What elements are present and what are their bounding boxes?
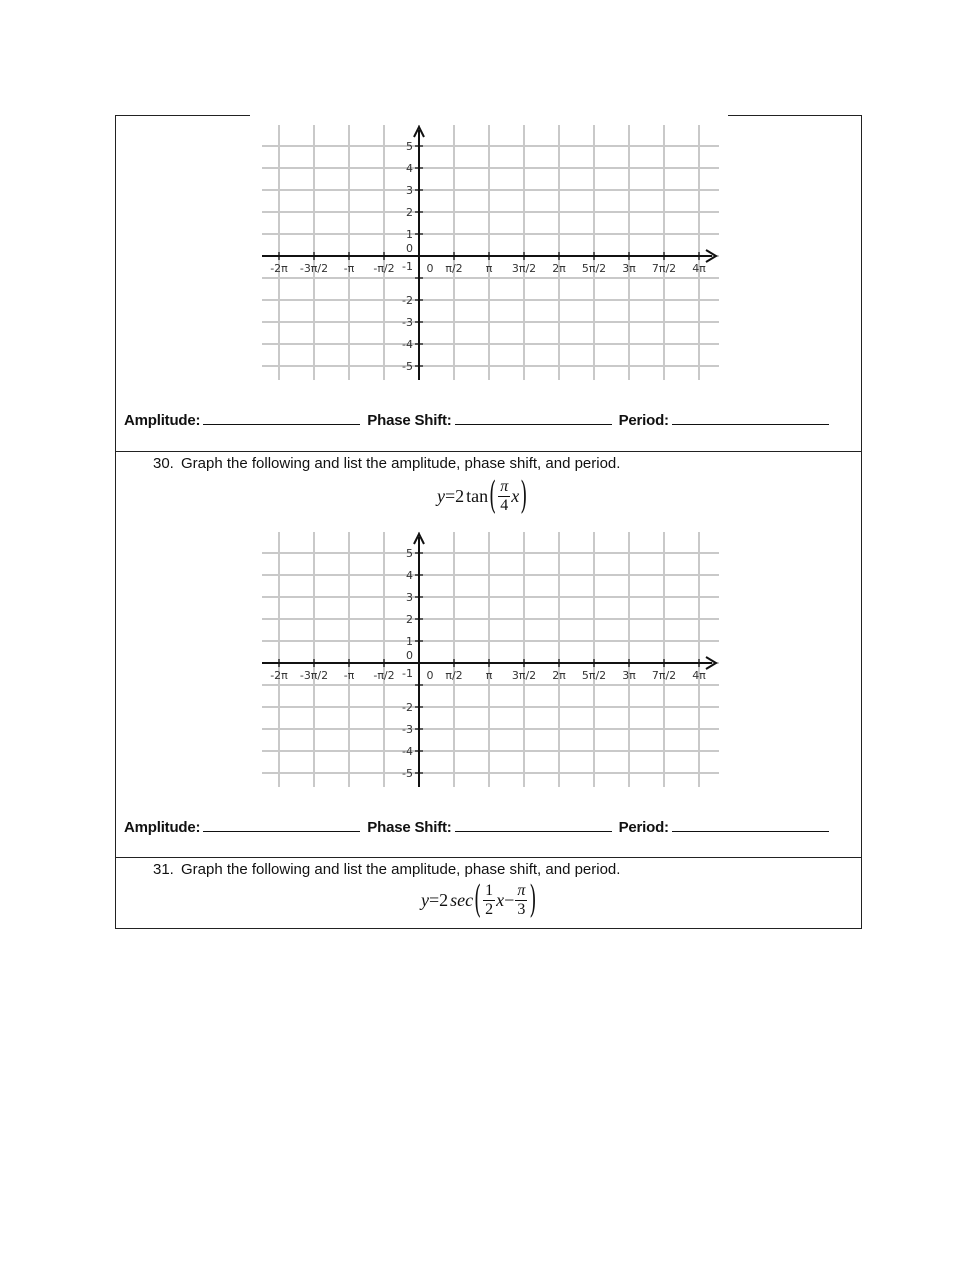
eq-fraction-2 (515, 882, 527, 919)
x-tick-label: 4π (692, 262, 706, 275)
y-tick-label: 4 (406, 569, 413, 582)
x-tick-label: 3π (622, 262, 636, 275)
question-30 (153, 455, 620, 472)
x-tick-label: 5π/2 (581, 262, 607, 275)
y-tick-label: 0 (406, 242, 413, 255)
period-blank[interactable] (672, 817, 829, 832)
question-prompt: Graph the following and list the amplitude, phase shift, and period. (181, 455, 621, 472)
eq-equals: = (445, 486, 456, 506)
period-label: Period: (618, 819, 669, 836)
x-tick-label: -3π/2 (299, 669, 329, 682)
y-tick-label: 1 (406, 228, 413, 241)
x-tick-label: -2π (270, 669, 288, 682)
amplitude-blank[interactable] (203, 410, 360, 425)
equation-30 (437, 474, 528, 519)
row-divider-1 (116, 451, 861, 452)
amplitude-label: Amplitude: (124, 412, 201, 429)
x-tick-label: 4π (692, 669, 706, 682)
y-tick-label: 3 (406, 591, 413, 604)
y-tick-label: -3 (402, 316, 413, 329)
eq-lhs: y (437, 486, 445, 506)
x-tick-label: π/2 (445, 669, 463, 682)
x-tick-label: 0 (426, 262, 434, 275)
phase-shift-label: Phase Shift: (367, 412, 452, 429)
frac-numerator: π (500, 478, 509, 495)
x-tick-label: π/2 (445, 262, 463, 275)
x-tick-label: -π/2 (373, 669, 395, 682)
x-tick-label: 0 (426, 669, 434, 682)
eq-equals: = (429, 890, 440, 910)
y-tick-label: 3 (406, 184, 413, 197)
frac-denominator: 3 (517, 901, 526, 918)
question-number: 30. (153, 455, 174, 472)
top-border-gap (250, 114, 728, 118)
phase-shift-label: Phase Shift: (367, 819, 452, 836)
y-tick-label: -4 (402, 745, 413, 758)
coordinate-grid-2[interactable] (259, 529, 721, 791)
x-tick-label: 3π/2 (511, 669, 537, 682)
y-tick-label: 0 (406, 649, 413, 662)
y-tick-label: 1 (406, 635, 413, 648)
x-tick-label: -π/2 (373, 262, 395, 275)
question-31 (153, 861, 620, 878)
x-tick-label: 7π/2 (651, 669, 677, 682)
eq-func: tan (466, 486, 489, 506)
phase-shift-blank[interactable] (455, 817, 612, 832)
y-tick-label: -4 (402, 338, 413, 351)
grid-svg (259, 122, 721, 384)
right-paren: ) (529, 878, 537, 923)
y-tick-label: -5 (402, 360, 413, 373)
x-tick-label: 2π (552, 669, 566, 682)
x-tick-label: -π (343, 262, 355, 275)
amplitude-blank[interactable] (203, 817, 360, 832)
period-label: Period: (618, 412, 669, 429)
right-paren: ) (520, 474, 528, 519)
eq-var: x (496, 890, 505, 910)
x-tick-label: 7π/2 (651, 262, 677, 275)
eq-func: sec (450, 890, 474, 910)
y-tick-label: 4 (406, 162, 413, 175)
amplitude-label: Amplitude: (124, 819, 201, 836)
y-tick-label: -3 (402, 723, 413, 736)
y-tick-label: -2 (402, 294, 413, 307)
eq-var: x (511, 486, 520, 506)
question-number: 31. (153, 861, 174, 878)
frac-numerator: π (517, 882, 526, 899)
x-tick-label: π (485, 262, 493, 275)
grid-svg (259, 529, 721, 791)
x-tick-label: -2π (270, 262, 288, 275)
y-tick-label: 2 (406, 613, 413, 626)
answer-line-30 (124, 817, 832, 836)
x-tick-label: 5π/2 (581, 669, 607, 682)
eq-minus: − (504, 890, 515, 910)
y-tick-label: -2 (402, 701, 413, 714)
x-tick-label: 3π (622, 669, 636, 682)
eq-fraction-1 (483, 882, 495, 919)
y-tick-label: 5 (406, 140, 413, 153)
phase-shift-blank[interactable] (455, 410, 612, 425)
x-tick-label: -3π/2 (299, 262, 329, 275)
question-prompt: Graph the following and list the amplitude, phase shift, and period. (181, 861, 621, 878)
row-divider-2 (116, 857, 861, 858)
y-tick-label: -5 (402, 767, 413, 780)
left-paren: ( (489, 474, 497, 519)
eq-coef: 2 (439, 890, 449, 910)
y-tick-label: -1 (402, 260, 413, 273)
y-tick-label: -1 (402, 667, 413, 680)
worksheet-table (115, 115, 862, 929)
frac-denominator: 4 (500, 497, 509, 514)
x-tick-label: π (485, 669, 493, 682)
y-tick-label: 2 (406, 206, 413, 219)
equation-31 (421, 878, 537, 923)
frac-numerator: 1 (485, 882, 494, 899)
x-tick-label: -π (343, 669, 355, 682)
eq-fraction (498, 478, 510, 515)
coordinate-grid-1[interactable] (259, 122, 721, 384)
left-paren: ( (474, 878, 482, 923)
period-blank[interactable] (672, 410, 829, 425)
x-tick-label: 3π/2 (511, 262, 537, 275)
answer-line-29 (124, 410, 832, 429)
eq-lhs: y (421, 890, 429, 910)
x-tick-label: 2π (552, 262, 566, 275)
eq-coef: 2 (455, 486, 465, 506)
y-tick-label: 5 (406, 547, 413, 560)
frac-denominator: 2 (485, 901, 494, 918)
